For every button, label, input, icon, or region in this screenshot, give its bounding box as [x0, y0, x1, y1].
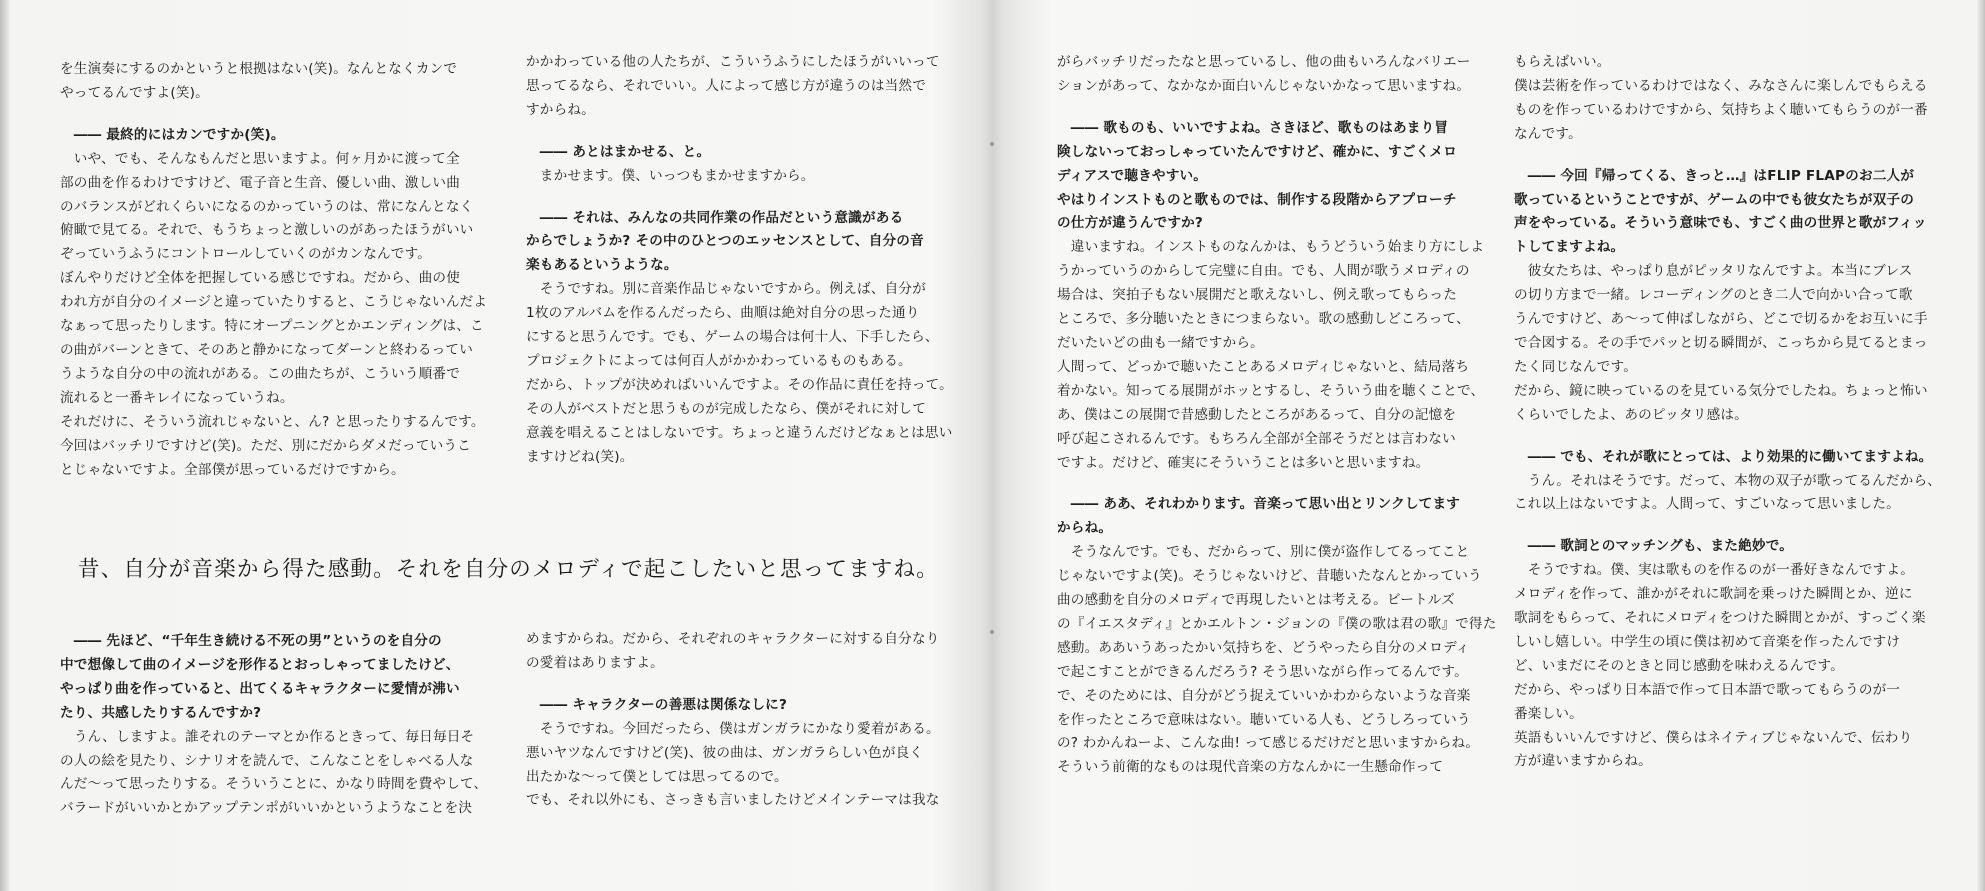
answer-text-line: これ以上はないですよ。人間って、すごいなって思いました。 [1514, 496, 1900, 513]
answer-text-line: 感動。ああいうあったかい気持ちを、どうやったら自分のメロディ [1057, 639, 1470, 656]
interviewer-question-line: 中で想像して曲のイメージを形作るとおっしゃってましたけど、 [60, 656, 460, 673]
answer-text-line: ぼんやりだけど全体を把握している感じですね。だから、曲の使 [60, 270, 461, 287]
answer-text-line: の人の絵を見たり、シナリオを読んで、こんなことをしゃべる人な [60, 752, 474, 769]
paragraph-gap [1514, 147, 1941, 165]
left-column-1-top [60, 58, 487, 482]
answer-text-line: 俯瞰で見てる。それで、もうちょっと激しいのがあったほうがいい [60, 222, 474, 239]
interviewer-question-line: ―― ああ、それわかります。音楽って思い出とリンクしてます [1057, 496, 1461, 513]
answer-text-line: 着かない。知ってる展開がホッとするし、そういう曲を聴くことで、 [1057, 382, 1485, 399]
answer-text-line: ものを作っているわけですから、気持ちよく聴いてもらうのが一番 [1514, 101, 1928, 118]
interviewer-question-line: ―― でも、それが歌にとっては、より効果的に働いてますよね。 [1514, 448, 1933, 465]
answer-text-line: 出たかな～って僕としては思ってるので。 [526, 768, 788, 785]
answer-text-line: の曲がバーンときて、そのあと静かになってダーンと終わるってい [60, 341, 473, 358]
answer-text-line: そうなんです。でも、だからって、別に僕が盗作してるってこと [1057, 544, 1470, 561]
paragraph-gap [1514, 517, 1941, 535]
paragraph-gap [1057, 99, 1497, 117]
interviewer-question-line: ―― あとはまかせる、と。 [526, 143, 711, 160]
answer-text-line: で起こすことができるんだろう? そう思いながら作ってるんです。 [1057, 663, 1468, 680]
answer-text-line: だから、鏡に映っているのを見ている気分でしたね。ちょっと怖い [1514, 382, 1928, 399]
interviewer-question-line: 険しないっておっしゃっていたんですけど、確かに、すごくメロ [1057, 143, 1458, 160]
interviewer-question-line: トしてますよね。 [1514, 239, 1625, 256]
answer-text-line: 部の曲を作るわけですけど、電子音と生音、優しい曲、激しい曲 [60, 174, 461, 191]
answer-text-line: そうですね。別に音楽作品じゃないですから。例えば、自分が [526, 281, 927, 298]
answer-text-line: たく同じなんです。 [1514, 358, 1638, 375]
interviewer-question-line: やっぱり曲を作っていると、出てくるキャラクターに愛情が沸い [60, 680, 460, 697]
answer-text-line: 1枚のアルバムを作るんだったら、曲順は絶対自分の思った通り [526, 305, 920, 322]
answer-text-line: 悪いヤツなんですけど(笑)、彼の曲は、ガンガラらしい色が良く [526, 744, 924, 761]
left-column-1-bottom [60, 630, 487, 821]
answer-text-line: 思ってるなら、それでいい。人によって感じ方が違うのは当然で [526, 77, 927, 94]
binding-staple-mark [990, 142, 994, 146]
interviewer-question-line: の仕方が違うんですか? [1057, 215, 1204, 232]
answer-text-line: の『イエスタディ』とかエルトン・ジョンの『僕の歌は君の歌』で得た [1057, 615, 1497, 632]
answer-text-line: バラードがいいかとかアップテンポがいいかというようなことを決 [60, 800, 473, 817]
answer-text-line: すからね。 [526, 101, 595, 118]
answer-text-line: の愛着はありますよ。 [526, 654, 664, 671]
paragraph-gap [526, 123, 953, 141]
answer-text-line: その人がベストだと思うものが完成したなら、僕がそれに対して [526, 400, 927, 417]
answer-text-line: ションがあって、なかなか面白いんじゃないかなって思いますね。 [1057, 77, 1471, 94]
paragraph-gap [526, 189, 953, 207]
interviewer-question-line: からでしょうか? その中のひとつのエッセンスとして、自分の音 [526, 233, 924, 250]
answer-text-line: 方が違いますからね。 [1514, 753, 1652, 770]
answer-text-line: を生演奏にするのかというと根拠はない(笑)。なんとなくカンで [60, 61, 458, 77]
answer-text-line: 曲の感動を自分のメロディで再現したいとは考える。ビートルズ [1057, 592, 1455, 609]
page-edge-shadow [1977, 0, 1985, 891]
answer-text-line: かかわっている他の人たちが、こういうふうにしたほうがいいって [526, 54, 940, 70]
interviewer-question-line: ―― それは、みんなの共同作業の作品だという意識がある [526, 209, 904, 226]
interviewer-question-line: ディアスで聴きやすい。 [1057, 167, 1208, 184]
pull-quote-headline: 昔、自分が音楽から得た感動。それを自分のメロディで起こしたいと思ってますね。 [78, 557, 939, 582]
answer-text-line: そうですね。今回だったら、僕はガンガラにかなり愛着がある。 [526, 720, 940, 737]
page-edge-shadow [0, 0, 10, 891]
answer-text-line: の切り方まで一緒。レコーディングのとき二人で向かい合って歌 [1514, 287, 1913, 304]
answer-text-line: やってるんですよ(笑)。 [60, 84, 209, 101]
answer-text-line: いや、でも、そんなもんだと思いますよ。何ヶ月かに渡って全 [60, 150, 460, 167]
answer-text-line: だから、やっぱり日本語で作って日本語で歌ってもらうのが一 [1514, 681, 1901, 698]
answer-text-line: うんですけど、あ～って伸ばしながら、どこで切るかをお互いに手 [1514, 311, 1928, 328]
answer-text-line: 違いますね。インストものなんかは、もうどういう始まり方にしよ [1057, 239, 1485, 256]
answer-text-line: 番楽しい。 [1514, 705, 1583, 722]
answer-text-line: あ、僕はこの展開で昔感動したところがあるって、自分の記憶を [1057, 406, 1457, 423]
answer-text-line: の? わかんねーよ、こんな曲! って感じるだけだと思いますからね。 [1057, 735, 1480, 752]
paragraph-gap [526, 676, 940, 694]
answer-text-line: ところで、多分聴いたときにつまらない。歌の感動しどころって、 [1057, 311, 1470, 328]
interviewer-question-line: からね。 [1057, 520, 1113, 537]
answer-text-line: 場合は、突拍子もない展開だと歌えないし、例え歌ってもらった [1057, 287, 1458, 304]
answer-text-line: 人間って、どっかで聴いたことあるメロディじゃないと、結局落ち [1057, 358, 1470, 375]
answer-text-line: メロディを作って、誰かがそれに歌詞を乗っけた瞬間とか、逆に [1514, 586, 1913, 603]
interviewer-question-line: 楽もあるというような。 [526, 257, 678, 274]
answer-text-line: 歌詞をもらって、それにメロディをつけた瞬間とかが、すっごく楽 [1514, 610, 1926, 627]
interviewer-question-line: ―― 歌詞とのマッチングも、また絶妙で。 [1514, 538, 1794, 555]
answer-text-line: われ方が自分のイメージと違っていたりすると、こうじゃないんだよ [60, 294, 488, 311]
answer-text-line: のバランスがどれくらいになるのかっていうのは、常になんとなく [60, 198, 474, 215]
answer-text-line: まかせます。僕、いっつもまかせますから。 [526, 167, 815, 184]
paragraph-gap [60, 106, 487, 124]
paragraph-gap [1514, 428, 1941, 446]
interviewer-question-line: やはりインストものと歌ものでは、制作する段階からアプローチ [1057, 191, 1457, 208]
answer-text-line: そうですね。僕、実は歌ものを作るのが一番好きなんですよ。 [1514, 562, 1915, 579]
right-column-2 [1514, 51, 1941, 774]
answer-text-line: で合図する。その手でパッと切る瞬間が、こっちから見てるとまっ [1514, 334, 1928, 351]
answer-text-line: にすると思うんです。でも、ゲームの場合は何十人、下手したら、 [526, 329, 939, 346]
answer-text-line: だいたいどの曲も一緒ですから。 [1057, 334, 1264, 351]
binding-staple-mark [990, 630, 994, 634]
answer-text-line: ですよ。だけど、確実にそういうことは多いと思いますね。 [1057, 454, 1430, 471]
interviewer-question-line: ―― 先ほど、“千年生き続ける不死の男”というのを自分の [60, 633, 442, 649]
answer-text-line: を作ったところで意味はない。聴いている人も、どうしろっていう [1057, 711, 1471, 728]
answer-text-line: そういう前衛的なものは現代音楽の方なんかに一生懸命作って [1057, 759, 1444, 776]
answer-text-line: でも、それ以外にも、さっきも言いましたけどメインテーマは我な [526, 792, 940, 809]
answer-text-line: くらいでしたよ、あのピッタリ感は。 [1514, 406, 1748, 423]
answer-text-line: 呼び起こされるんです。もちろん全部が全部そうだとは言わない [1057, 430, 1456, 447]
answer-text-line: 彼女たちは、やっぱり息がピッタリなんですよ。本当にブレス [1514, 263, 1913, 280]
answer-text-line: ど、いまだにそのときと同じ感動を味わえるんです。 [1514, 657, 1844, 674]
interviewer-question-line: たり、共感したりするんですか? [60, 704, 262, 721]
answer-text-line: んだ～って思ったりする。そういうことに、かなり時間を費やして、 [60, 776, 488, 793]
answer-text-line: ぞっていうふうにコントロールしていくのがカンなんです。 [60, 246, 432, 263]
answer-text-line: 僕は芸術を作っているわけではなく、みなさんに楽しんでもらえる [1514, 77, 1928, 94]
left-column-2-bottom [526, 628, 940, 813]
answer-text-line: うん。それはそうです。だって、本物の双子が歌ってるんだから、 [1514, 472, 1942, 489]
answer-text-line: だから、トップが決めればいいんですよ。その作品に責任を持って。 [526, 376, 953, 393]
answer-text-line: 流れると一番キレイになっていうね。 [60, 389, 294, 406]
interviewer-question-line: 歌っているということですが、ゲームの中でも彼女たちが双子の [1514, 191, 1915, 208]
answer-text-line: それだけに、そういう流れじゃないと、ん? と思ったりするんです。 [60, 413, 485, 430]
paragraph-gap [1057, 475, 1497, 493]
interviewer-question-line: ―― キャラクターの善悪は関係なしに? [526, 696, 788, 713]
answer-text-line: うかっていうのからして完璧に自由。でも、人間が歌うメロディの [1057, 263, 1470, 280]
interviewer-question-line: ―― 歌ものも、いいですよね。さきほど、歌ものはあまり冒 [1057, 119, 1449, 136]
answer-text-line: で、そのためには、自分がどう捉えていいかわからないような音楽 [1057, 687, 1471, 704]
interviewer-question-line: ―― 今回『帰ってくる、きっと…』はFLIP FLAPのお二人が [1514, 167, 1915, 184]
answer-text-line: とじゃないですよ。全部僕が思っているだけですから。 [60, 461, 405, 478]
answer-text-line: 英語もいいんですけど、僕らはネイティブじゃないんで、伝わり [1514, 729, 1913, 746]
answer-text-line: プロジェクトによっては何百人がかかわっているものもある。 [526, 352, 912, 369]
answer-text-line: じゃないですよ(笑)。そうじゃないけど、昔聴いたなんとかっていう [1057, 568, 1482, 585]
right-column-1 [1057, 51, 1497, 780]
answer-text-line: なんです。 [1514, 125, 1582, 142]
interviewer-question-line: ―― 最終的にはカンですか(笑)。 [60, 126, 285, 143]
interviewer-question-line: 声をやっている。そういう意味でも、すごく曲の世界と歌がフィッ [1514, 215, 1927, 232]
answer-text-line: うん、しますよ。誰それのテーマとか作るときって、毎日毎日そ [60, 728, 475, 745]
right-page [995, 0, 1985, 891]
answer-text-line: もらえばいい。 [1514, 54, 1611, 70]
answer-text-line: がらバッチリだったなと思っているし、他の曲もいろんなバリエー [1057, 54, 1471, 70]
answer-text-line: 今回はバッチリですけど(笑)。ただ、別にだからダメだっていうこ [60, 437, 472, 454]
answer-text-line: しいし嬉しい。中学生の頃に僕は初めて音楽を作ったんですけ [1514, 633, 1901, 650]
answer-text-line: ますけどね(笑)。 [526, 448, 634, 465]
answer-text-line: なぁって思ったりします。特にオープニングとかエンディングは、こ [60, 318, 484, 335]
answer-text-line: 意義を唱えることはしないです。ちょっと違うんだけどなぁとは思い [526, 424, 953, 441]
left-column-2-top [526, 51, 953, 470]
answer-text-line: うような自分の中の流れがある。この曲たちが、こういう順番で [60, 365, 461, 382]
answer-text-line: めますからね。だから、それぞれのキャラクターに対する自分なり [526, 631, 940, 647]
